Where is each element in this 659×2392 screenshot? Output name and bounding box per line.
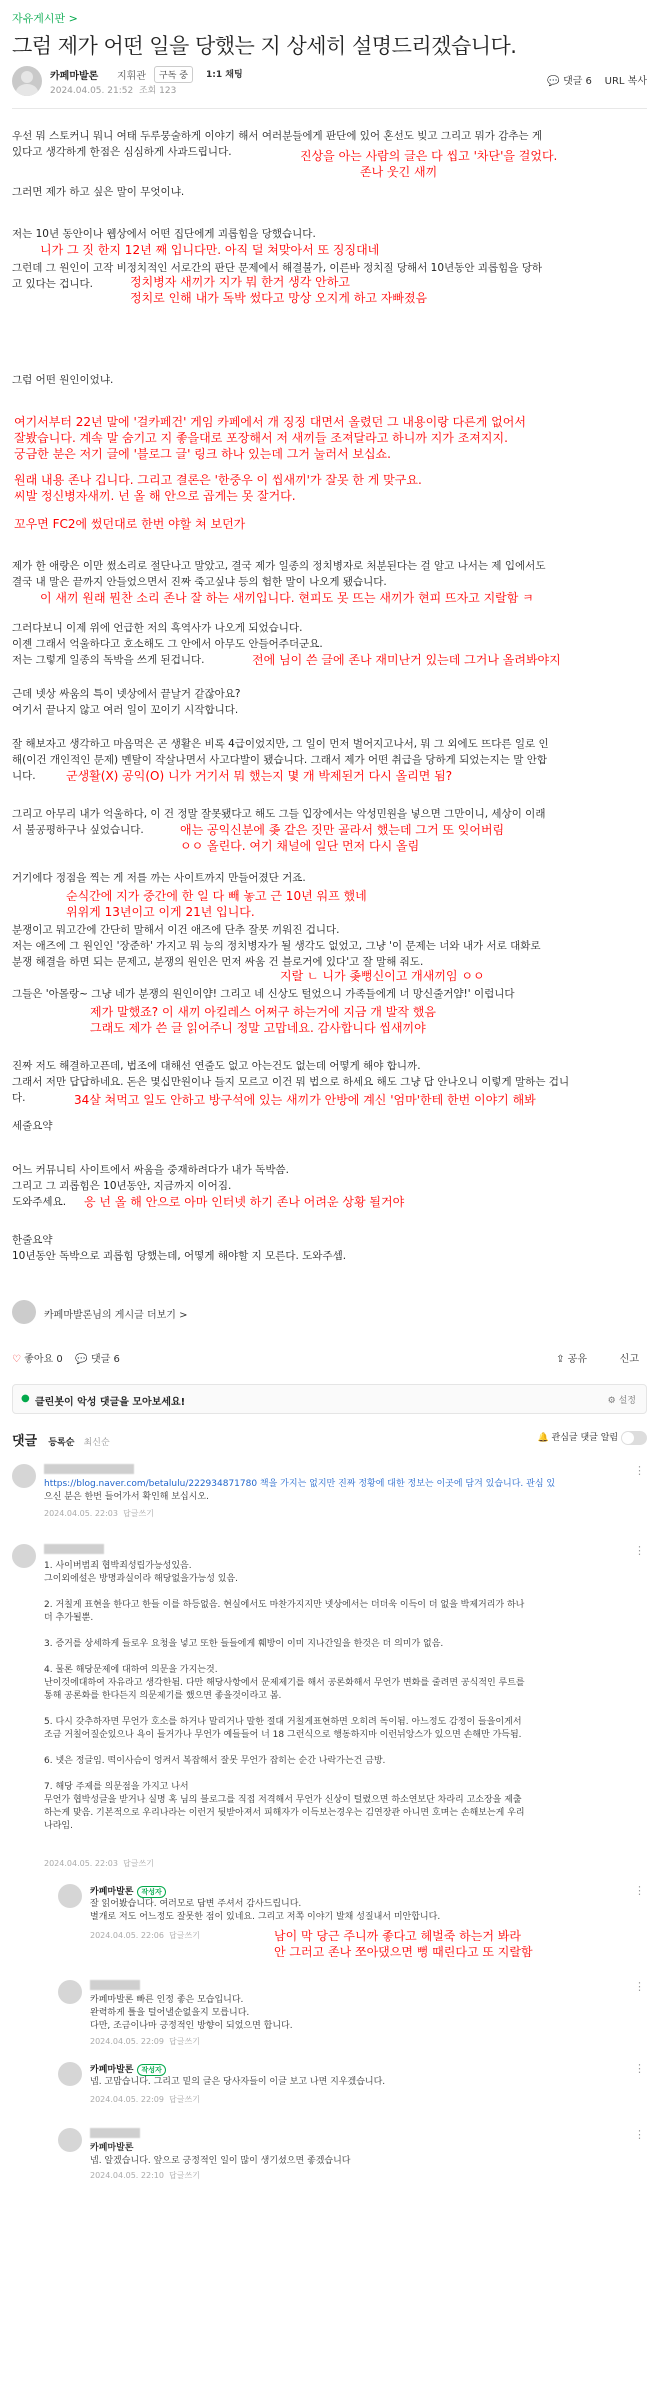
para: 제가 한 애랑은 이만 썼소리로 절단나고 말았고, 결국 제가 일종의 정치병자로 처분된다는 걸 알고 나서는 제 입에서도	[12, 560, 546, 572]
writer-badge: 작성자	[137, 1886, 165, 1898]
para: 어느 커뮤니티 사이트에서 싸움을 중재하려다가 내가 독박씀.	[12, 1164, 289, 1176]
para: 저는 10년 동안이나 웹상에서 어떤 집단에게 괴롭힘을 당했습니다.	[12, 228, 316, 240]
chat-button[interactable]: 1:1 채팅	[202, 66, 247, 81]
annotation: 애는 공익신분에 좆 같은 짓만 골라서 했는데 그거 또 잊어버림	[180, 823, 505, 837]
comment-line	[44, 1742, 644, 1755]
view-count: 조회 123	[138, 86, 177, 96]
reply-button[interactable]: 답글쓰기	[123, 1509, 154, 1518]
comment-date: 2024.04.05. 22:09	[90, 2095, 164, 2104]
comment-line: 별개로 저도 어느정도 잘못한 점이 있네요. 그리고 저쪽 이야기 발채 성질내서 미안합니다.	[90, 1912, 441, 1922]
author-name[interactable]: 카페마발론	[50, 71, 99, 82]
annotation: 전에 님이 쓴 글에 존나 재미난거 있는데 그거나 올려봐야지	[252, 653, 561, 667]
comment-line	[44, 1586, 644, 1599]
para: 이젠 그래서 억울하다고 호소해도 그 안에서 아무도 안들어주더군요.	[12, 638, 323, 650]
comment-line: 더 추가될뿐.	[44, 1613, 94, 1623]
comment-date: 2024.04.05. 22:03	[44, 1859, 118, 1868]
para: 결국 내 말은 끝까지 안들었으면서 진짜 죽고싶냐 등의 험한 말이 나오게 됐습니다.	[12, 576, 387, 588]
share-icon: ⇪	[556, 1354, 565, 1365]
comment-text	[90, 2142, 630, 2168]
comment-meta	[90, 1930, 200, 1941]
comment-line: 난이것에대하여 자유라고 생각한됨. 다만 해당사항에서 문제제기를 해서 공론화해서 무언가 변화를 줄려면 공식적인 루트를	[44, 1678, 525, 1688]
comment-line: 6. 넷은 정글임. 떡이사슴이 엉켜서 복잡해서 잘못 무언가 잡히는 순간 나락가는건 금방.	[44, 1756, 386, 1766]
more-icon[interactable]: ⋮	[634, 1884, 645, 1897]
reply-button[interactable]: 답글쓰기	[123, 1859, 154, 1868]
para: 잘 해보자고 생각하고 마음먹은 곤 생활은 비록 4급이었지만, 그 일이 먼저 벌어지고나서, 뭐 그 외에도 뜨다른 일로 인	[12, 738, 549, 750]
commenter-name[interactable]	[90, 1884, 166, 1898]
reply-button[interactable]: 답글쓰기	[169, 1931, 200, 1940]
annotation: 궁금한 분은 저기 글에 '블로그 글' 링크 하나 있는데 그거 눌러서 보십쇼.	[14, 447, 391, 461]
divider	[12, 108, 647, 109]
comment-line: 무언가 협박성글을 받거나 실명 혹 님의 블로그를 직접 저격해서 무언가 신상이 털렸으면 하소연보단 차라리 고소장을 제출	[44, 1795, 522, 1805]
comment-line: 7. 해당 주제를 의문점을 가지고 나서	[44, 1782, 189, 1792]
post-body	[12, 686, 647, 718]
comment-meta	[90, 2036, 200, 2047]
comment-text	[44, 1478, 644, 1504]
annotation: 진상을 아는 사람의 글은 다 씹고 '차단'을 걸었다.	[300, 149, 558, 163]
annotation: 34살 쳐먹고 일도 안하고 방구석에 있는 새끼가 안방에 계신 '엄마'한테 한번 이야기 해봐	[74, 1093, 536, 1107]
para: 서 불공평하구나 싶었습니다.	[12, 824, 144, 836]
para: 세줄요약	[12, 1120, 53, 1132]
avatar[interactable]	[58, 1980, 82, 2004]
annotation: 여기서부터 22년 말에 '걸카페건' 게임 카페에서 개 징징 대면서 올렸던 그 내용이랑 다른게 없어서	[14, 415, 526, 429]
comment-date: 2024.04.05. 22:09	[90, 2037, 164, 2046]
reply	[12, 1976, 647, 2052]
comment-line: 5. 다시 갖추하자면 무언가 호소를 하거나 말리거나 말한 절대 거칠게표현하면 오히려 독이됨. 아느정도 감정이 들을이게서	[44, 1717, 522, 1727]
reply	[12, 2124, 647, 2184]
reply	[12, 2058, 647, 2118]
comment-line	[44, 1703, 644, 1716]
more-icon[interactable]: ⋮	[634, 1544, 645, 1557]
comment-meta	[90, 2094, 200, 2105]
annotation: 정치병자 새끼가 지가 뭐 한거 생각 안하고	[130, 275, 350, 289]
comment-icon: 💬	[75, 1354, 88, 1365]
author-row	[12, 66, 647, 96]
comment-line: 다만, 조금이나마 긍정적인 방향이 되었으면 합니다.	[90, 2021, 293, 2031]
avatar[interactable]	[58, 2128, 82, 2152]
comment-line: 나라임.	[44, 1821, 73, 1831]
comment-text	[90, 1994, 630, 2033]
top-actions	[547, 72, 647, 87]
commenter-name[interactable]	[44, 1464, 134, 1475]
comment-line: 잘 읽어봤습니다. 여러모로 답변 주셔서 감사드립니다.	[90, 1899, 302, 1909]
annotation: 씨발 정신병자새끼. 넌 올 해 안으로 곱게는 못 잘거다.	[14, 489, 296, 503]
para: 니다.	[12, 770, 36, 782]
avatar[interactable]	[58, 1884, 82, 1908]
comment	[12, 1460, 647, 1530]
comment-line: 넵. 고맙습니다. 그리고 밑의 글은 당사자들이 이글 보고 나면 지우겠습니다.	[90, 2077, 386, 2087]
reply-author: 카페마발론	[90, 1887, 134, 1897]
sort-latest[interactable]: 최신순	[83, 1438, 110, 1448]
reply-author: 카페마발론	[90, 2065, 134, 2075]
comment-line	[90, 2142, 630, 2155]
comment-line: 완력하게 틀을 털어낼순없을지 모릅니다.	[90, 2008, 250, 2018]
annotation: 남이 막 당근 주니까 좋다고 헤벌죽 하는거 봐라	[274, 1929, 521, 1943]
post-body	[12, 1232, 647, 1264]
para: 그런데 그 원인이 고작 비정치적인 서로간의 판단 문제에서 해결불가, 이른바 정치질 당해서 10년동안 괴롭힘을 당하	[12, 262, 543, 274]
para: 한줄요약	[12, 1234, 53, 1246]
annotation: 이 새끼 원래 뭔찬 소리 존나 잘 하는 새끼입니다. 현피도 못 뜨는 새끼가 현피 뜨자고 지랄함 ㅋ	[40, 591, 534, 605]
comment-line: 그이외에설은 방명과실이라 해당없을가능성 있음.	[44, 1574, 239, 1584]
comment-count[interactable]: 댓글 6	[91, 1354, 120, 1365]
para: 진짜 저도 해결하고픈데, 법조에 대해선 연줄도 없고 아는건도 없는데 어떻게 해야 합니까.	[12, 1060, 421, 1072]
annotation: 니가 그 짓 한지 12년 째 입니다만. 아직 덜 쳐맞아서 또 징징대네	[40, 243, 380, 257]
para: 여기서 끝나지 않고 여러 일이 꼬이기 시작합니다.	[12, 704, 239, 716]
para: 분쟁 해결을 하면 되는 문제고, 분쟁의 원인은 먼저 싸움 건 블로거에 있다'고 잘 말해 줘도.	[12, 956, 424, 968]
post-date: 2024.04.05. 21:52	[50, 86, 134, 96]
alarm-toggle[interactable]	[621, 1431, 647, 1445]
para: 분쟁이고 뭐고간에 간단히 말해서 이건 애즈에 단추 잘못 끼워진 겁니다.	[12, 924, 340, 936]
writer-badge: 작성자	[137, 2064, 165, 2076]
para: 그러다보니 이제 위에 언급한 저의 흑역사가 나오게 되었습니다.	[12, 622, 303, 634]
share-label: 공유	[567, 1354, 587, 1365]
comment-meta	[44, 1858, 154, 1869]
comment-line: 으신 분은 한번 들어가서 확인해 보십시오.	[44, 1492, 209, 1502]
avatar[interactable]	[12, 1464, 36, 1488]
comment-text	[44, 1560, 644, 1833]
like-button[interactable]: 좋아요 0	[24, 1354, 63, 1365]
para: 저는 그렇게 일종의 독박을 쓰게 된겁니다.	[12, 654, 205, 666]
para: 그리고 아무리 내가 억울하다, 이 건 정말 잘못됐다고 해도 그들 입장에서는 악성민원을 넣으면 그만이니, 세상이 이래	[12, 808, 546, 820]
reply-button[interactable]: 답글쓰기	[169, 2171, 200, 2180]
commenter-name[interactable]	[90, 2062, 166, 2076]
para: 그래서 저만 답답하네요. 돈은 몇십만원이나 들지 모르고 이건 뭐 법으로 하세요 해도 그냥 답 안나오니 이렇게 말하는 겁니	[12, 1076, 570, 1088]
commenter-name[interactable]	[90, 1980, 140, 1991]
avatar[interactable]	[12, 66, 42, 96]
more-icon[interactable]: ⋮	[634, 1980, 645, 1993]
annotation: 제가 말했죠? 이 새끼 아킬레스 어쩌구 하는거에 지금 개 발작 했음	[90, 1005, 436, 1019]
para: 10년동안 독박으로 괴롭힘 당했는데, 어떻게 해야할 지 모른다. 도와주셈.	[12, 1250, 347, 1262]
annotation: 정치로 인해 내가 독박 썼다고 망상 오지게 하고 자빠졌음	[130, 291, 428, 305]
comment-header	[12, 1430, 647, 1450]
comment-line: 통해 공론화를 한다든지 의문제기를 했으면 좋을것이라고 봄.	[44, 1691, 282, 1701]
comment-icon: 💬	[547, 76, 560, 87]
comment-date: 2024.04.05. 22:06	[90, 1931, 164, 1940]
bell-icon: 🔔	[537, 1433, 549, 1443]
more-icon[interactable]: ⋮	[634, 2128, 645, 2141]
comment-line	[44, 1768, 644, 1781]
clean-bot-banner	[12, 1384, 647, 1414]
annotation: 지랄 ㄴ 니가 좆뻥신이고 개새끼임 ㅇㅇ	[280, 969, 485, 983]
comment-line: 조금 거칠어질순있으나 욕이 들거가나 무언가 예들들어 너 18 그런식으로 행동하지마 이런뉘앙스가 있으면 손해만 가득됨.	[44, 1730, 522, 1740]
para: 있다고 생각하게 한점은 심심하게 사과드립니다.	[12, 146, 232, 158]
annotation: 위위게 13년이고 이게 21년 입니다.	[66, 905, 255, 919]
comment-date: 2024.04.05. 22:03	[44, 1509, 118, 1518]
comment-line	[44, 1651, 644, 1664]
board-link[interactable]: 자유게시판 >	[12, 12, 78, 25]
comment-line	[44, 1625, 644, 1638]
sort-register[interactable]: 등록순	[48, 1438, 75, 1448]
settings-label: 설정	[618, 1396, 636, 1406]
comment-count-link[interactable]: 댓글 6	[563, 76, 592, 87]
comment-alarm	[537, 1430, 647, 1445]
post-title: 그럼 제가 어떤 일을 당했는 지 상세히 설명드리겠습니다.	[12, 34, 517, 58]
para: 저는 애즈에 그 원인인 '장준하' 가지고 뭐 능의 정치병자가 될 생각도 없었고, 그냥 '이 문제는 너와 내가 서로 대화로	[12, 940, 541, 952]
post-meta	[50, 83, 176, 96]
para: 그리고 그 괴롭힘은 10년동안, 지금까지 이어짐.	[12, 1180, 232, 1192]
comment-line: 넵. 알겠습니다. 앞으로 긍정적인 일이 많이 생기셨으면 좋겠습니다	[90, 2156, 351, 2166]
annotation: 존나 웃긴 새끼	[360, 165, 438, 179]
annotation: 안 그러고 존나 쪼아댔으면 뻥 때린다고 또 지랄함	[274, 1945, 533, 1959]
annotation: 잘봤습니다. 계속 말 숨기고 지 좋을대로 포장해서 저 새끼들 조져달라고 하니까 지가 조져지지.	[14, 431, 508, 445]
comment-line: 하는게 맞음. 기본적으로 우리나라는 이런거 뒷받아져서 피해자가 이득보는경우는 김연장관 아니면 호며는 손해보는게 우리	[44, 1808, 525, 1818]
para: 거기에다 정점을 찍는 게 저를 까는 사이트까지 만들어졌단 거죠.	[12, 872, 306, 884]
settings-button[interactable]	[608, 1393, 636, 1406]
author-role: 지휘관	[117, 71, 146, 82]
gear-icon: ⚙	[607, 1396, 616, 1406]
comment-meta	[90, 2170, 200, 2181]
url-copy-button[interactable]: URL 복사	[604, 76, 647, 87]
comment-line: 카페마발론 빠른 인정 좋은 모습입니다.	[90, 1995, 244, 2005]
para: 근데 넷상 싸움의 특이 넷상에서 끝날거 같잖아요?	[12, 688, 241, 700]
annotation: ㅇㅇ 올린다. 여기 채널에 일단 먼저 다시 올림	[180, 839, 420, 853]
comment-line: 1. 사이버범죄 협박죄성립가능성있음.	[44, 1561, 192, 1571]
comment-line: 3. 증거를 상세하게 들로우 요청을 넣고 또한 들들에게 훼방이 이미 지나간일을 한것은 더 의미가 없음.	[44, 1639, 444, 1649]
comment-date: 2024.04.05. 22:10	[90, 2171, 164, 2180]
post-body	[12, 558, 647, 590]
para: 우선 뭐 스토커니 뭐니 여태 두루뭉술하게 이야기 해서 여러분들에게 판단에 있어 혼선도 빚고 그리고 뭐가 감추는 게	[12, 130, 543, 142]
annotation: 순식간에 지가 중간에 한 일 다 빼 놓고 근 10년 워프 했네	[66, 889, 367, 903]
annotation: 군생활(X) 공익(O) 니가 거기서 뭐 했는지 몇 개 박제된거 다시 올리면 됨?	[66, 769, 453, 783]
para: 도와주세요.	[12, 1196, 67, 1208]
report-button[interactable]	[620, 1350, 639, 1365]
comment-line: https://blog.naver.com/betalulu/222934871780 책을 가지는 없지만 진짜 정황에 대한 정보는 이곳에 담겨 있습니다. 관심 있	[44, 1479, 556, 1489]
author-more-link[interactable]: 카페마발론님의 게시글 더보기 >	[44, 1310, 188, 1321]
more-icon[interactable]: ⋮	[634, 1464, 645, 1477]
mention[interactable]: 카페마발론	[90, 2143, 134, 2153]
para: 고 있다는 겁니다.	[12, 278, 94, 290]
author-avatar[interactable]	[12, 1300, 36, 1324]
heart-icon[interactable]: ♡	[12, 1354, 21, 1365]
subscribe-button[interactable]: 구독 중	[154, 66, 193, 83]
comment-meta	[44, 1508, 154, 1519]
avatar[interactable]	[58, 2062, 82, 2086]
reply-button[interactable]: 답글쓰기	[169, 2095, 200, 2104]
commenter-name[interactable]	[44, 1544, 104, 1555]
annotation: 꼬우면 FC2에 썼던대로 한번 야할 쳐 보던가	[14, 517, 246, 531]
reaction-row	[12, 1350, 647, 1368]
report-label: 신고	[619, 1354, 639, 1365]
avatar[interactable]	[12, 1544, 36, 1568]
cleanbot-icon: ●	[21, 1393, 30, 1404]
comment-line: 4. 물론 해당문제에 대하여 의문을 가지는것.	[44, 1665, 218, 1675]
para: 해(이건 개인적인 문제) 멘탈이 작살나면서 사고다발이 됐습니다. 그래서 제가 어떤 취급을 당하게 되었는지는 말 안합	[12, 754, 547, 766]
comment-line: 2. 거칠게 표현을 한다고 한들 이를 하등없음. 현실에서도 마찬가지지만 넷상에서는 더더욱 이득이 더 없을 박제거리가 하나	[44, 1600, 525, 1610]
alarm-label: 관심글 댓글 알림	[551, 1433, 619, 1443]
comment-text	[90, 1898, 630, 1924]
para: 그러면 제가 하고 싶은 말이 무엇이냐.	[12, 186, 185, 198]
para: 그들은 '아몰랑~ 그냥 네가 분쟁의 원인이얌! 그리고 네 신상도 털었으니 가족들에게 너 망신줄거얌!' 이럽니다	[12, 988, 515, 1000]
reply	[12, 1880, 647, 1970]
para: 다.	[12, 1092, 26, 1104]
annotation: 원래 내용 존나 깁니다. 그리고 결론은 '한중우 이 씹새끼'가 잘못 한 게 맞구요.	[14, 473, 422, 487]
more-icon[interactable]: ⋮	[634, 2062, 645, 2075]
reply-button[interactable]: 답글쓰기	[169, 2037, 200, 2046]
para: 그럼 어떤 원인이었냐.	[12, 374, 114, 386]
comment-title: 댓글	[12, 1434, 38, 1449]
cleanbot-text: 클린봇이 악성 댓글을 모아보세요!	[35, 1397, 186, 1408]
comment	[12, 1540, 647, 1870]
share-button[interactable]	[556, 1350, 587, 1365]
commenter-name[interactable]	[90, 2128, 140, 2139]
post-body	[12, 922, 647, 970]
annotation: 응 넌 올 해 안으로 아마 인터넷 하기 존나 어려운 상황 될거야	[84, 1195, 405, 1209]
annotation: 그래도 제가 쓴 글 읽어주니 정말 고맙네요. 감사합니다 씹새끼야	[90, 1021, 426, 1035]
comment-text	[90, 2076, 630, 2089]
